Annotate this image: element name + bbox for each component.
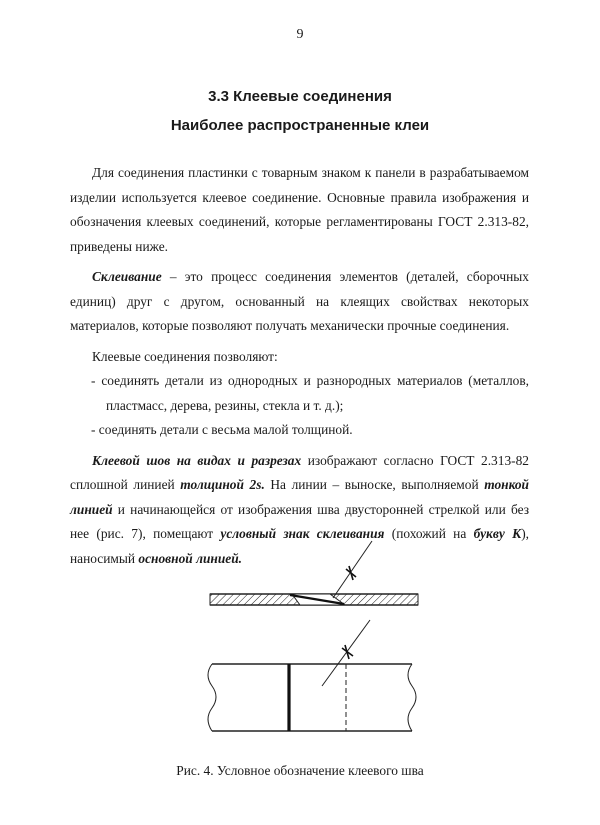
seam-emph-thin-line: тонкой линией (70, 477, 529, 517)
seam-emph-sign: условный знак склеивания (220, 526, 385, 541)
leader-line (333, 541, 372, 598)
figure-caption: Рис. 4. Условное обозначение клеевого шва (176, 763, 424, 778)
section-title: 3.3 Клеевые соединения (208, 88, 392, 105)
intro-paragraph: Для соединения пластинки с товарным знаком к панели в разрабатываемом изделии используется клеевое соединение. Основные правила изображения и обозначения клеевых соединений, которые регламентированы ГОСТ 2.313-82, приведены ниже. (70, 165, 529, 254)
definition-paragraph (70, 265, 529, 339)
plan-view (208, 620, 416, 731)
section-view (210, 541, 418, 605)
seam-term: Клеевой шов на видах и разрезах (92, 452, 302, 468)
list-item: - соединять детали с весьма малой толщиной. (91, 422, 353, 437)
definition-text: – это процесс соединения элементов (деталей, сборочных единиц) друг с другом, основанный на клеящих свойствах некоторых материалов, которые позволяют получать механически прочные соединения. (70, 269, 529, 333)
page-number: 9 (296, 27, 304, 42)
seam-emph-main-line: основной линией. (138, 550, 243, 566)
adhesive-seam-figure (0, 530, 600, 760)
seam-text: изображают согласно ГОСТ 2.313-82 сплошной линией (70, 452, 529, 492)
seam-emph-letter: букву К (473, 526, 522, 541)
allows-intro: Клеевые соединения позволяют: (92, 348, 278, 364)
section-subtitle: Наиболее распространенные клеи (170, 117, 430, 134)
body-text (70, 161, 529, 571)
break-line (408, 664, 416, 731)
seam-text: (похожий на (384, 526, 474, 541)
break-line (208, 664, 216, 731)
seam-text: ), наносимый (70, 526, 529, 566)
seam-text: и начинающейся от изображения шва двусторонней стрелкой или без нее (рис. 7), помещают (70, 501, 529, 541)
seam-emph-thickness: толщиной 2s. (180, 477, 265, 492)
seam-text: На линии – выноске, выполняемой (264, 477, 485, 492)
definition-term: Склеивание (92, 269, 162, 284)
list-item: - соединять детали из однородных и разнородных материалов (металлов, пластмасс, дерева, резины, стекла и т. д.); (91, 373, 529, 413)
